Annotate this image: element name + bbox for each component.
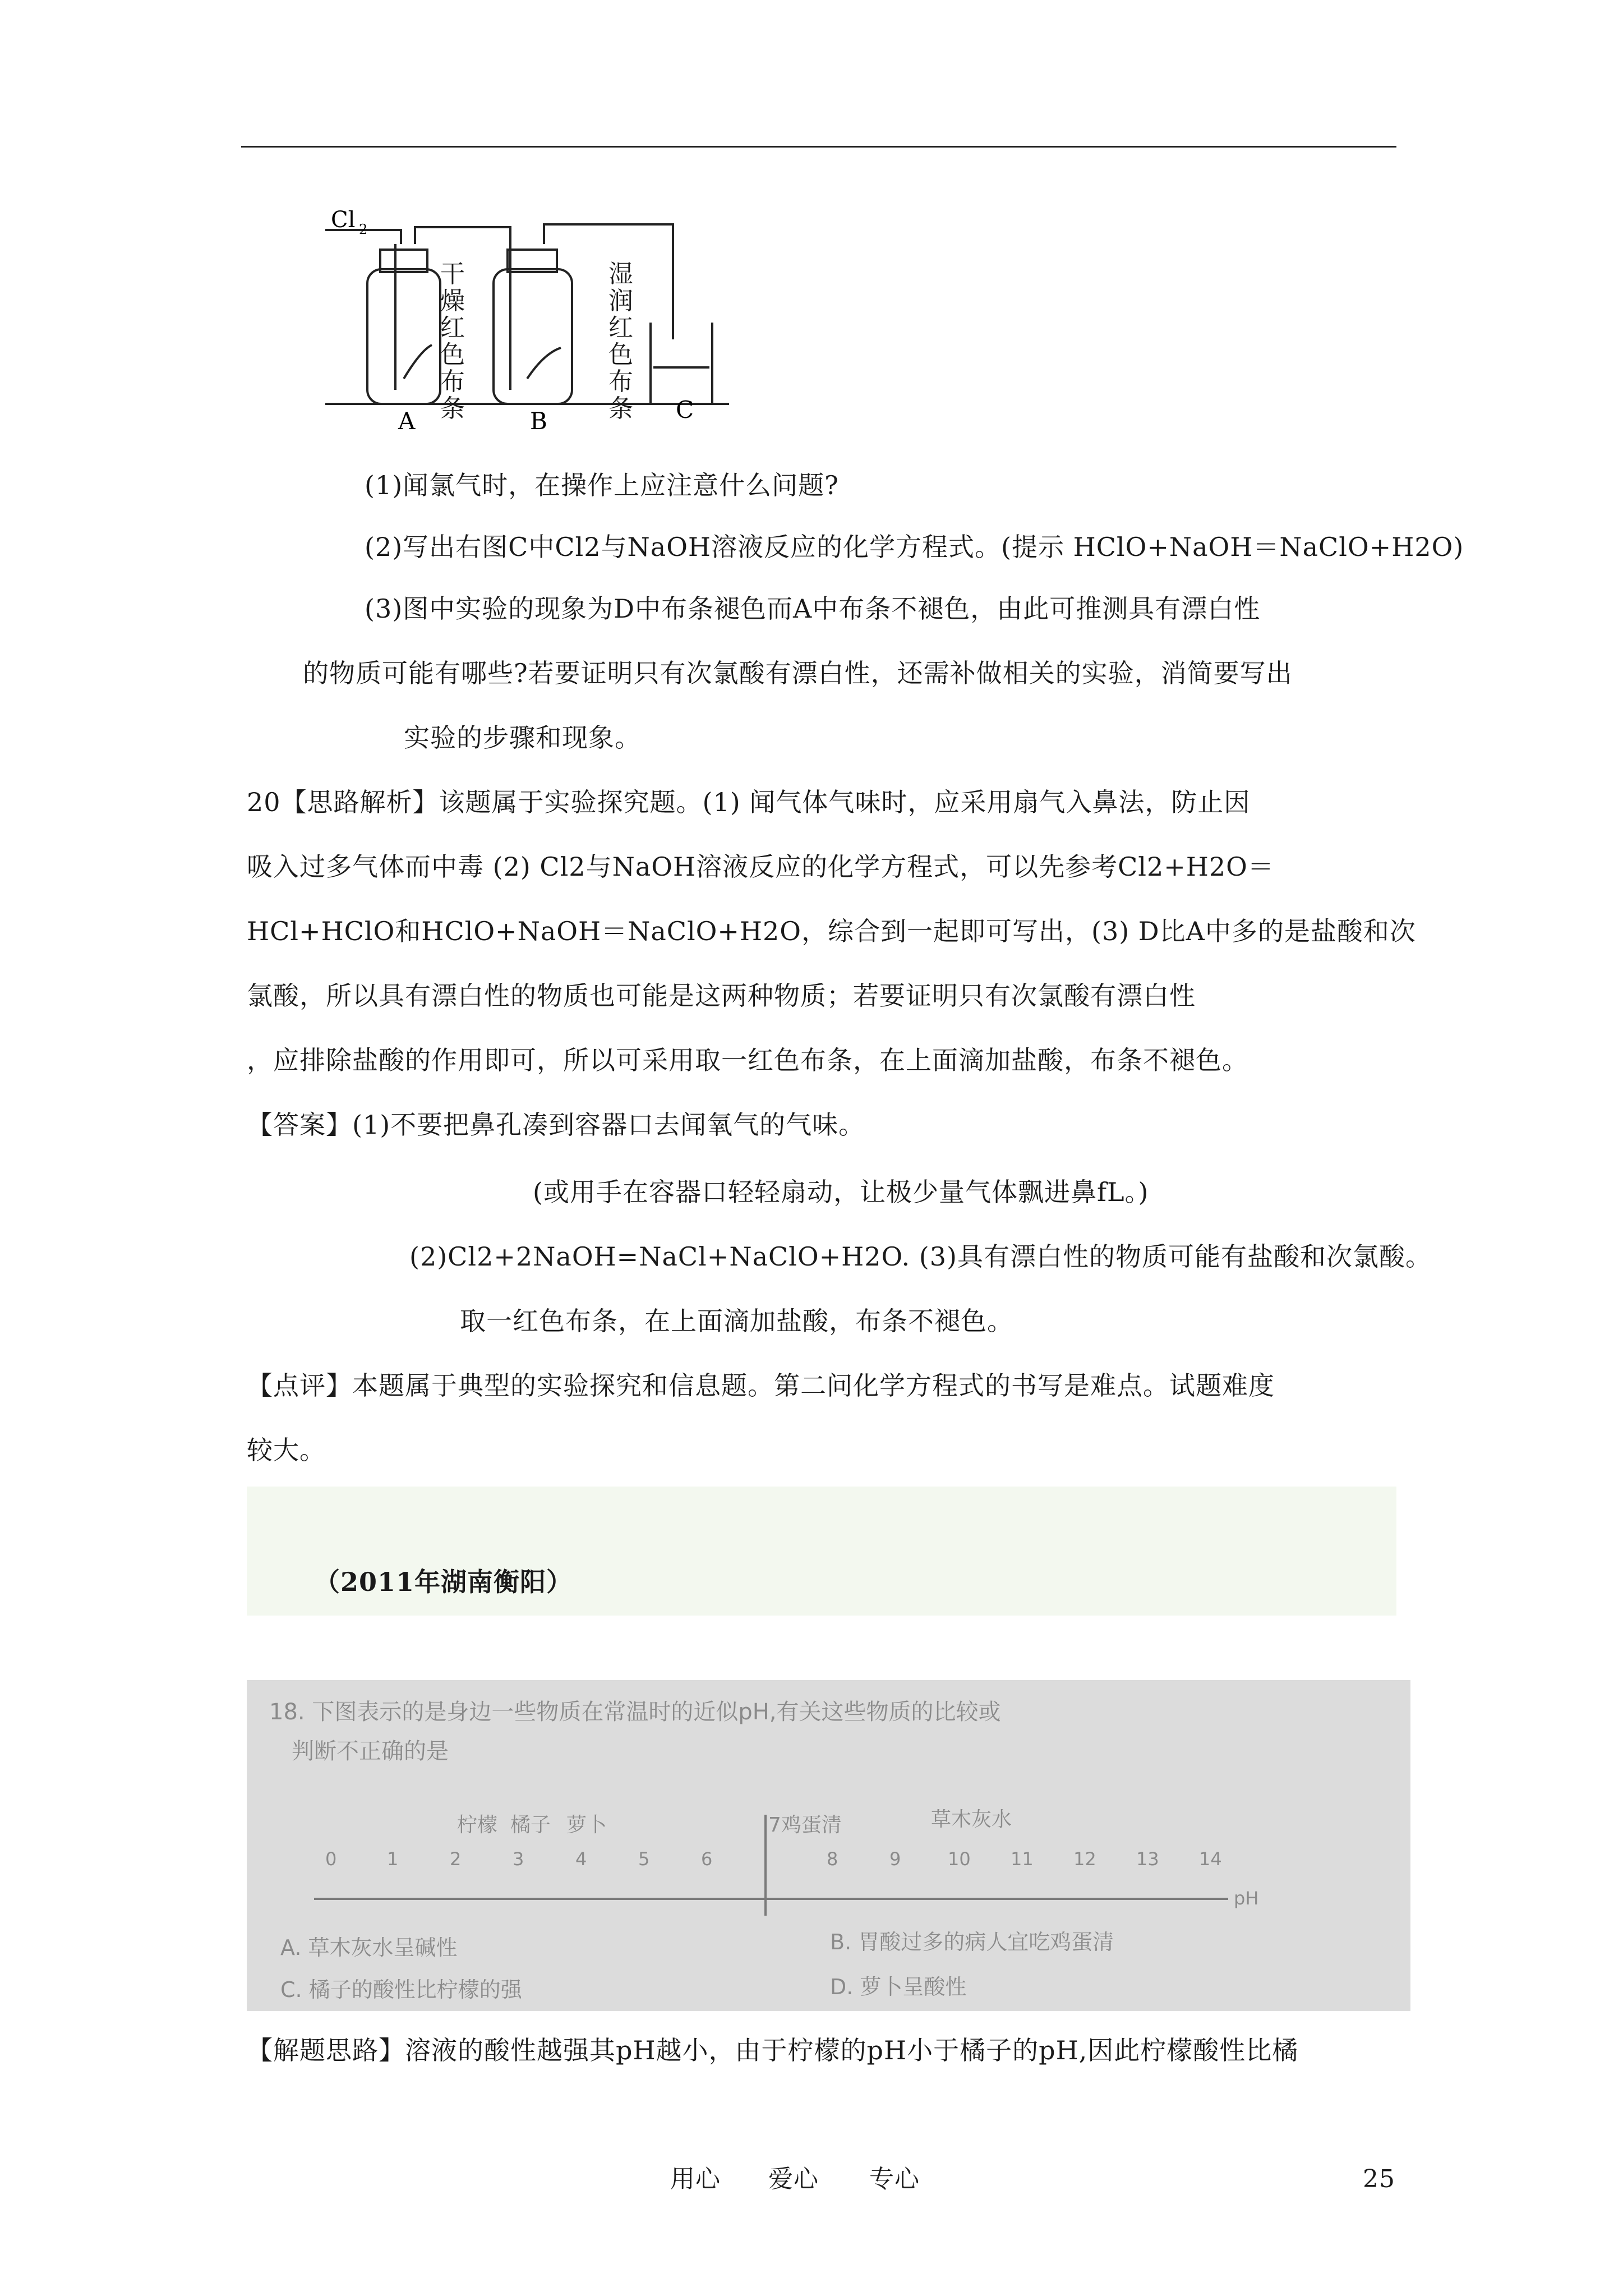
gas-label: Cl <box>331 210 356 233</box>
label-wet-cloth: 湿润红色布条 <box>608 260 633 423</box>
analysis-line-5: ，应排除盐酸的作用即可，所以可采用取一红色布条，在上面滴加盐酸，布条不褪色。 <box>247 1045 1248 1075</box>
tick-9: 9 <box>889 1848 901 1870</box>
tick-14: 14 <box>1199 1848 1222 1870</box>
answer-line-1: 【答案】(1)不要把鼻孔凑到容器口去闻氧气的气味。 <box>247 1110 865 1140</box>
label-b: B <box>530 407 547 435</box>
scan-top-label-5: 草木灰水 <box>931 1808 1012 1831</box>
solution-line: 【解题思路】溶液的酸性越强其pH越小，由于柠檬的pH小于橘子的pH,因此柠檬酸性比橘 <box>247 2035 1299 2065</box>
footer-text-2: 爱心 <box>768 2165 819 2193</box>
question-line-3: (3)图中实验的现象为D中布条褪色而A中布条不褪色，由此可推测具有漂白性 <box>365 593 1261 624</box>
tick-1: 1 <box>387 1848 399 1870</box>
tick-11: 11 <box>1011 1848 1034 1870</box>
tick-12: 12 <box>1073 1848 1096 1870</box>
scan-question-2: 判断不正确的是 <box>292 1738 449 1764</box>
comment-line-1: 【点评】本题属于典型的实验探究和信息题。第二问化学方程式的书写是难点。试题难度 <box>247 1370 1275 1401</box>
page-number: 25 <box>1363 2165 1395 2193</box>
label-c: C <box>676 396 694 424</box>
header-rule <box>241 146 1396 148</box>
ph-scale-figure <box>247 1680 1410 2011</box>
footer-text-1: 用心 <box>670 2165 721 2193</box>
option-b: B. 胃酸过多的病人宜吃鸡蛋清 <box>830 1930 1114 1954</box>
analysis-line-2: 吸入过多气体而中毒 (2) Cl2与NaOH溶液反应的化学方程式，可以先参考Cl2+H2O＝ <box>247 852 1274 882</box>
apparatus-figure <box>314 210 740 435</box>
label-a: A <box>398 407 416 435</box>
option-d: D. 萝卜呈酸性 <box>830 1975 967 1999</box>
analysis-line-1: 20【思路解析】该题属于实验探究题。(1) 闻气体气味时，应采用扇气入鼻法，防止因 <box>247 787 1251 817</box>
analysis-line-4: 氯酸，所以具有漂白性的物质也可能是这两种物质；若要证明只有次氯酸有漂白性 <box>247 981 1196 1011</box>
question-line-2: (2)写出右图C中Cl2与NaOH溶液反应的化学方程式。(提示 HClO+NaOH＝NaClO+H2O) <box>365 532 1464 562</box>
tick-6: 6 <box>701 1848 713 1870</box>
tick-5: 5 <box>638 1848 650 1870</box>
tick-3: 3 <box>513 1848 524 1870</box>
tick-10: 10 <box>948 1848 971 1870</box>
axis-label: pH <box>1234 1888 1259 1909</box>
answer-line-4: 取一红色布条，在上面滴加盐酸，布条不褪色。 <box>460 1306 1013 1336</box>
analysis-line-3: HCl+HClO和HClO+NaOH＝NaClO+H2O，综合到一起即可写出，(3) D比A中多的是盐酸和次 <box>247 916 1416 946</box>
footer-text-3: 专心 <box>869 2165 920 2193</box>
question-line-5: 实验的步骤和现象。 <box>404 723 641 753</box>
tick-8: 8 <box>827 1848 838 1870</box>
scan-top-label-3: 萝卜 <box>566 1814 607 1837</box>
option-c: C. 橘子的酸性比柠檬的强 <box>280 1977 522 2002</box>
scan-top-label-4: 7鸡蛋清 <box>768 1814 842 1837</box>
question-line-1: (1)闻氯气时，在操作上应注意什么问题? <box>365 470 839 500</box>
answer-line-2: (或用手在容器口轻轻扇动，让极少量气体飘进鼻fL。) <box>533 1177 1149 1207</box>
source-label: （2011年湖南衡阳） <box>314 1567 573 1597</box>
option-a: A. 草木灰水呈碱性 <box>280 1935 458 1960</box>
tick-13: 13 <box>1136 1848 1159 1870</box>
tick-0: 0 <box>325 1848 337 1870</box>
tick-2: 2 <box>450 1848 462 1870</box>
answer-line-3: (2)Cl2+2NaOH=NaCl+NaClO+H2O. (3)具有漂白性的物质可能有盐酸和次氯酸。 <box>409 1241 1432 1272</box>
question-line-4: 的物质可能有哪些?若要证明只有次氯酸有漂白性，还需补做相关的实验，消简要写出 <box>303 658 1293 688</box>
scan-question: 18. 下图表示的是身边一些物质在常温时的近似pH,有关这些物质的比较或 <box>269 1699 1001 1725</box>
gas-label-sub: 2 <box>359 222 368 237</box>
tick-4: 4 <box>575 1848 587 1870</box>
comment-line-2: 较大。 <box>247 1435 326 1465</box>
scan-top-label-1: 柠檬 <box>457 1814 498 1837</box>
scan-top-label-2: 橘子 <box>510 1814 551 1837</box>
label-dry-cloth: 干燥红色布条 <box>440 260 465 423</box>
